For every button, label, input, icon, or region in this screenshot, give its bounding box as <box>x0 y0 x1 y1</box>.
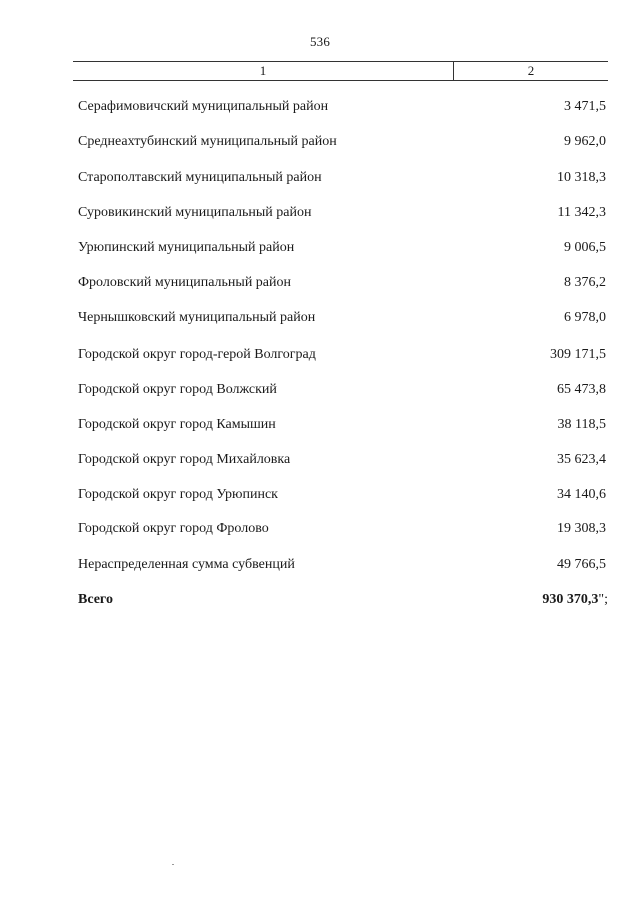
table-row <box>78 308 606 328</box>
column-header-2: 2 <box>527 63 535 78</box>
row-value: 9 962,0 <box>564 134 606 149</box>
table-row <box>78 168 606 188</box>
row-value: 19 308,3 <box>557 521 606 536</box>
total-value: 930 370,3 <box>542 592 599 607</box>
row-value: 49 766,5 <box>557 557 606 572</box>
row-name: Урюпинский муниципальный район <box>78 240 295 255</box>
scan-speck <box>172 864 174 865</box>
row-value: 65 473,8 <box>557 382 606 397</box>
row-name: Городской округ город Михайловка <box>78 452 291 467</box>
column-header-1: 1 <box>73 62 454 80</box>
row-value: 309 171,5 <box>550 347 606 362</box>
table-row <box>78 519 606 539</box>
row-name: Городской округ город Фролово <box>78 521 269 536</box>
table-row <box>78 555 606 575</box>
row-value: 10 318,3 <box>557 170 606 185</box>
total-row <box>78 590 606 610</box>
row-value: 3 471,5 <box>564 99 606 114</box>
closing-quote-suffix: "; <box>598 592 608 607</box>
row-name: Серафимовичский муниципальный район <box>78 99 329 114</box>
row-name: Городской округ город Камышин <box>78 417 276 432</box>
page-number: 536 <box>309 34 331 49</box>
table-row <box>78 485 606 505</box>
row-value: 35 623,4 <box>557 452 606 467</box>
row-value: 9 006,5 <box>564 240 606 255</box>
table-row <box>78 380 606 400</box>
row-value: 8 376,2 <box>564 275 606 290</box>
row-value: 11 342,3 <box>557 205 606 220</box>
table-row <box>78 345 606 365</box>
table-row <box>78 450 606 470</box>
row-name: Старополтавский муниципальный район <box>78 170 322 185</box>
row-name: Суровикинский муниципальный район <box>78 205 312 220</box>
row-name: Нераспределенная сумма субвенций <box>78 557 295 572</box>
total-label: Всего <box>78 592 113 607</box>
row-name: Городской округ город Урюпинск <box>78 487 278 502</box>
total-value-group <box>542 590 608 610</box>
table-row <box>78 97 606 117</box>
row-name: Чернышковский муниципальный район <box>78 310 316 325</box>
row-name: Среднеахтубинский муниципальный район <box>78 134 337 149</box>
table-row <box>78 203 606 223</box>
table-row <box>78 132 606 152</box>
row-name: Городской округ город-герой Волгоград <box>78 347 316 362</box>
table-row <box>78 273 606 293</box>
row-value: 6 978,0 <box>564 310 606 325</box>
table-header <box>73 61 608 81</box>
row-value: 34 140,6 <box>557 487 606 502</box>
row-name: Городской округ город Волжский <box>78 382 277 397</box>
row-value: 38 118,5 <box>557 417 606 432</box>
table-row <box>78 238 606 258</box>
row-name: Фроловский муниципальный район <box>78 275 292 290</box>
table-row <box>78 415 606 435</box>
